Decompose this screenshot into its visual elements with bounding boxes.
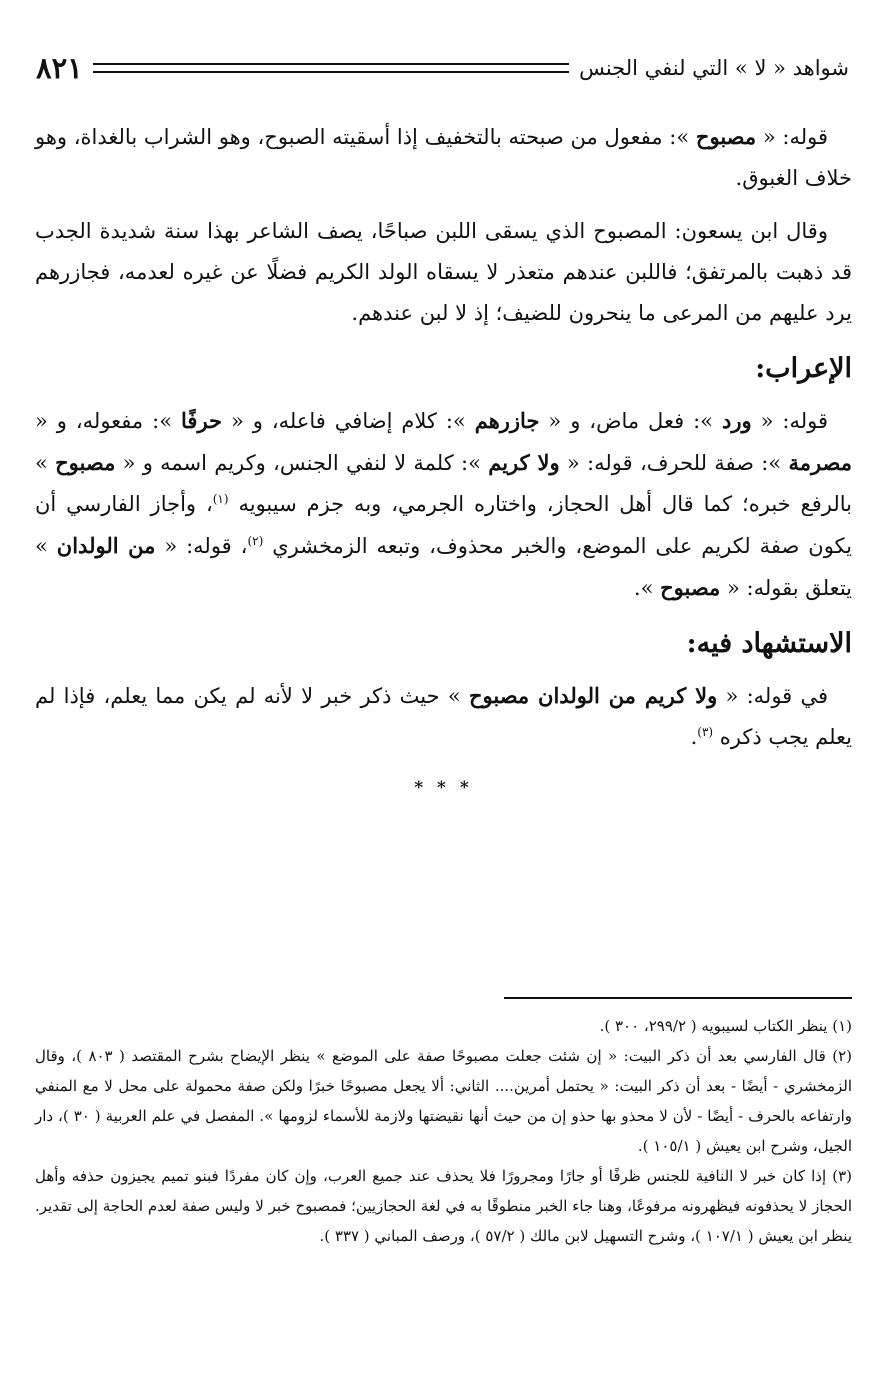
page-number: ٨٢١ xyxy=(36,51,83,85)
text-run: ». xyxy=(633,576,661,600)
bold-term: ورد xyxy=(721,408,752,433)
footnotes xyxy=(35,1011,852,1251)
text-run: »: كلام إضافي فاعله، و « xyxy=(222,409,475,433)
bold-term: جازرهم xyxy=(474,408,540,433)
paragraph-masbouh-definition xyxy=(35,116,852,199)
text-run: قوله: « xyxy=(756,125,828,149)
text-run: في قوله: « xyxy=(717,684,828,708)
footnote-ref-2[interactable]: (٢) xyxy=(247,534,264,548)
main-text xyxy=(35,116,852,798)
text-run: »: فعل ماض، و « xyxy=(539,409,722,433)
footnote-1: (١) ينظر الكتاب لسيبويه ( ٢٩٩/٢، ٣٠٠ ). xyxy=(599,1017,852,1035)
bold-term: مصرمة xyxy=(788,450,852,475)
footnote-3: (٣) إذا كان خبر لا النافية للجنس ظرفًا أو جارًا ومجرورًا فلا يحذف عند جميع العرب، وإن كان مفردًا فبنو تميم يجيزون حذفه وأهل الحجاز لا يحذفونه فيظهرونه مرفوعًا، وهنا جاء الخبر منطوقًا به في لغة الحجازيين؛ فمصبوح خبر لا وليس صفة لعدم الحاجة إلى تقدير. ينظر ابن يعيش ( ١٠٧/١ )، وشرح التسهيل لابن مالك ( ٥٧/٢ )، ورصف المباني ( ٣٣٧ ). xyxy=(35,1167,852,1245)
header-title: شواهد « لا » التي لنفي الجنس xyxy=(579,56,849,80)
bold-term: من الولدان xyxy=(56,533,156,558)
paragraph-irab xyxy=(35,400,852,609)
footnote-ref-3[interactable]: (٣) xyxy=(697,725,714,739)
text-run: ، قوله: « xyxy=(155,534,248,558)
bold-term: مصبوح xyxy=(55,450,116,475)
footnote-2: (٢) قال الفارسي بعد أن ذكر البيت: « إن شئت جعلت مصبوحًا صفة على الموضع » ينظر الإيضاح بشرح المقتصد ( ٨٠٣ )، وقال الزمخشري - أيضًا - بعد أن ذكر البيت: « يحتمل أمرين.... الثاني: ألا يجعل مصبوحًا خبرًا ولكن صفة محمولة على محل لا مع المنفي وارتفاعه بالحرف - أيضًا - لأن لا محذو بها حذو إن من حيث أنها نقيضتها ولازمة للأسماء لزومها ». المفصل في علم العربية ( ٣٠ )، دار الجيل، وشرح ابن يعيش ( ١٠٥/١ ). xyxy=(35,1047,852,1155)
text-run: . xyxy=(690,725,698,749)
text-run: » يتعلق بقوله: « xyxy=(35,534,852,600)
bold-term: حرفًا xyxy=(181,408,223,433)
text-run: » بالرفع خبره؛ كما قال أهل الحجاز، واختاره الجرمي، وبه جزم سيبويه xyxy=(35,451,852,516)
text-run: قوله: « xyxy=(751,409,828,433)
paragraph-istishhad xyxy=(35,675,852,758)
bold-term: ولا كريم xyxy=(488,450,560,475)
running-header xyxy=(36,48,849,88)
text-run: » حيث ذكر خبر لا لأنه لم يكن مما يعلم، فإذا لم يعلم يجب ذكره xyxy=(35,684,852,749)
bold-term: مصبوح xyxy=(695,124,757,149)
heading-irab: الإعراب: xyxy=(755,353,852,384)
text-run: »: مفعوله، و « xyxy=(35,409,182,433)
bold-quote: ولا كريم من الولدان مصبوح xyxy=(468,683,718,708)
bold-term: مصبوح xyxy=(660,575,721,600)
footnote-ref-1[interactable]: (١) xyxy=(212,492,229,506)
text-run: »: كلمة لا لنفي الجنس، وكريم اسمه و « xyxy=(115,451,489,475)
text-run: ، وأجاز الفارسي أن يكون صفة لكريم على الموضع، والخبر محذوف، وتبعه الزمخشري xyxy=(35,492,852,558)
heading-istishhad: الاستشهاد فيه: xyxy=(686,628,852,659)
text-run: »: صفة للحرف، قوله: « xyxy=(559,451,789,475)
text-run: »: مفعول من صبحته بالتخفيف إذا أسقيته الصبوح، وهو الشراب بالغداة، وهو خلاف الغبوق. xyxy=(35,125,852,190)
footnote-divider xyxy=(504,997,852,999)
paragraph-ibn-yasun: وقال ابن يسعون: المصبوح الذي يسقى اللبن صباحًا، يصف الشاعر بهذا سنة شديدة الجدب قد ذهبت بالمرتفق؛ فاللبن عندهم متعذر لا يسقاه الولد الكريم فضلًا عن غيره لعدمه، فجازرهم يرد عليهم من المرعى ما ينحرون للضيف؛ إذ لا لبن عندهم. xyxy=(35,219,852,325)
header-double-rule xyxy=(93,63,569,73)
section-separator: * * * xyxy=(414,778,473,798)
